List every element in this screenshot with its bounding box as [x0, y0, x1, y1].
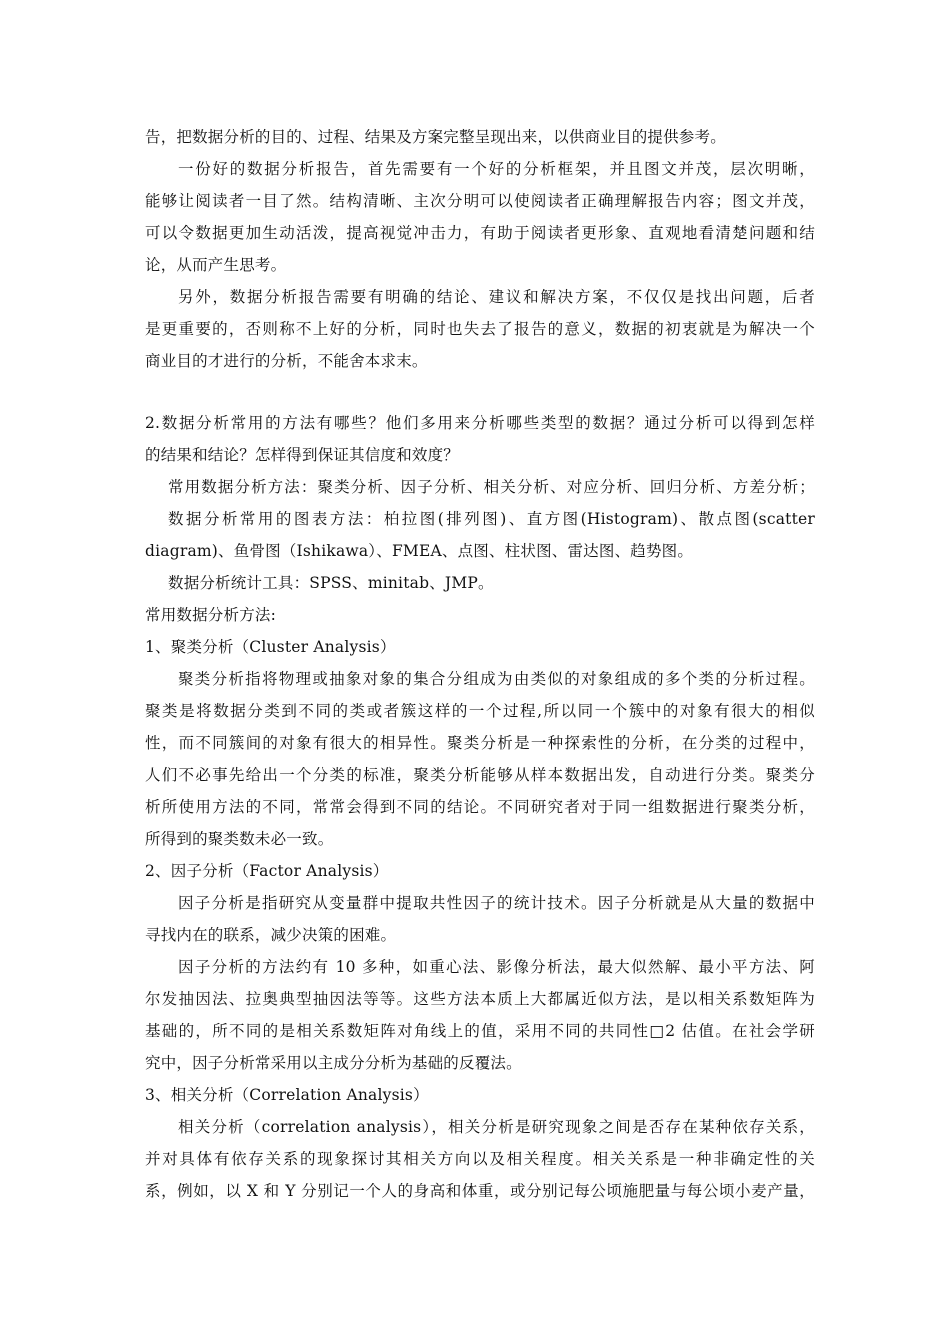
methods-line: 常用数据分析方法：聚类分析、因子分析、相关分析、对应分析、回归分析、方差分析；	[168, 478, 815, 496]
question-line-2: 的结果和结论？怎样得到保证其信度和效度？	[145, 446, 460, 464]
factor-line-5: 基础的，所不同的是相关系数矩阵对角线上的值，采用不同的共同性□2 估值。在社会学研	[145, 1022, 815, 1040]
cluster-line-6: 所得到的聚类数未必一致。	[145, 830, 334, 848]
question-line-1: 2.数据分析常用的方法有哪些？他们多用来分析哪些类型的数据？通过分析可以得到怎样	[145, 414, 815, 432]
cluster-line-3: 性，而不同簇间的对象有很大的相异性。聚类分析是一种探索性的分析，在分类的过程中，	[145, 734, 815, 752]
cluster-line-2: 聚类是将数据分类到不同的类或者簇这样的一个过程,所以同一个簇中的对象有很大的相似	[145, 702, 815, 720]
correlation-line-2: 并对具体有依存关系的现象探讨其相关方向以及相关程度。相关关系是一种非确定性的关	[145, 1150, 815, 1168]
factor-heading: 2、因子分析（Factor Analysis）	[145, 862, 389, 880]
charts-line-2: diagram)、鱼骨图（Ishikawa）、FMEA、点图、柱状图、雷达图、趋势图。	[145, 542, 694, 560]
correlation-line-3: 系，例如，以 X 和 Y 分别记一个人的身高和体重，或分别记每公顷施肥量与每公顷小麦产量，	[145, 1182, 815, 1200]
text-line-6: 另外，数据分析报告需要有明确的结论、建议和解决方案，不仅仅是找出问题，后者	[178, 288, 815, 306]
text-line-5: 论，从而产生思考。	[145, 256, 287, 274]
cluster-heading: 1、聚类分析（Cluster Analysis）	[145, 638, 396, 656]
text-line-7: 是更重要的，否则称不上好的分析，同时也失去了报告的意义，数据的初衷就是为解决一个	[145, 320, 815, 338]
cluster-line-5: 析所使用方法的不同，常常会得到不同的结论。不同研究者对于同一组数据进行聚类分析，	[145, 798, 815, 816]
tools-line: 数据分析统计工具：SPSS、minitab、JMP。	[168, 574, 494, 592]
correlation-heading: 3、相关分析（Correlation Analysis）	[145, 1086, 429, 1104]
text-line-2: 一份好的数据分析报告，首先需要有一个好的分析框架，并且图文并茂，层次明晰，	[178, 160, 815, 178]
text-line-8: 商业目的才进行的分析，不能舍本求末。	[145, 352, 428, 370]
cluster-line-4: 人们不必事先给出一个分类的标准，聚类分析能够从样本数据出发，自动进行分类。聚类分	[145, 766, 815, 784]
text-line-4: 可以令数据更加生动活泼，提高视觉冲击力，有助于阅读者更形象、直观地看清楚问题和结	[145, 224, 815, 242]
text-line-3: 能够让阅读者一目了然。结构清晰、主次分明可以使阅读者正确理解报告内容；图文并茂，	[145, 192, 815, 210]
factor-line-4: 尔发抽因法、拉奥典型抽因法等等。这些方法本质上大都属近似方法，是以相关系数矩阵为	[145, 990, 815, 1008]
section-heading: 常用数据分析方法:	[145, 606, 277, 624]
factor-line-6: 究中，因子分析常采用以主成分分析为基础的反覆法。	[145, 1054, 522, 1072]
factor-line-1: 因子分析是指研究从变量群中提取共性因子的统计技术。因子分析就是从大量的数据中	[178, 894, 815, 912]
charts-line-1: 数据分析常用的图表方法：柏拉图(排列图)、直方图(Histogram)、散点图(scatter	[168, 510, 815, 528]
text-line-1: 告，把数据分析的目的、过程、结果及方案完整呈现出来，以供商业目的提供参考。	[145, 128, 726, 146]
factor-line-3: 因子分析的方法约有 10 多种，如重心法、影像分析法，最大似然解、最小平方法、阿	[178, 958, 815, 976]
cluster-line-1: 聚类分析指将物理或抽象对象的集合分组成为由类似的对象组成的多个类的分析过程。	[178, 670, 815, 688]
correlation-line-1: 相关分析（correlation analysis），相关分析是研究现象之间是否存在某种依存关系，	[178, 1118, 815, 1136]
factor-line-2: 寻找内在的联系，减少决策的困难。	[145, 926, 397, 944]
